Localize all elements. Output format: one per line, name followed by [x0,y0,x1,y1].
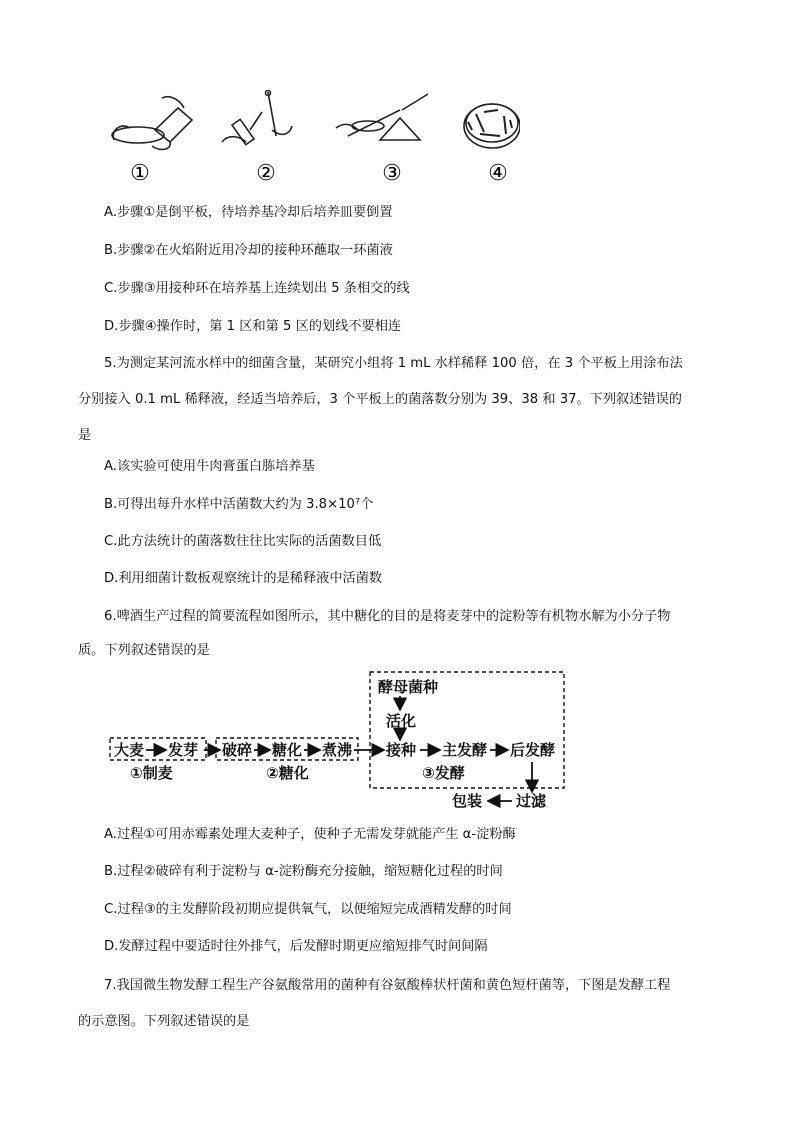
q4-option-b: B.步骤②在火焰附近用冷却的接种环蘸取一环菌液 [104,243,393,258]
q5-option-b: B.可得出每升水样中活菌数大约为 3.8×10⁷个 [104,497,374,512]
stage-3-label: ③发酵 [422,764,465,782]
saccharify-node: 糖化 [272,741,303,759]
crushing-node: 破碎 [222,741,253,759]
q6-option-a: A.过程①可用赤霉素处理大麦种子，使种子无需发芽就能产生 α-淀粉酶 [104,827,516,842]
q5-option-a: A.该实验可使用牛肉膏蛋白胨培养基 [104,459,315,474]
q5-stem-line-3: 是 [78,428,92,443]
barley-node: 大麦 [114,741,145,759]
pouring-plate-icon [112,97,192,150]
q4-option-c: C.步骤③用接种环在培养基上连续划出 5 条相交的线 [104,281,410,296]
inoculation-node: 接种 [386,741,417,759]
q7-stem-line-2: 的示意图。下列叙述错误的是 [78,1014,250,1029]
q6-stem-line-1: 6.啤酒生产过程的简要流程如图所示，其中糖化的目的是将麦芽中的淀粉等有机物水解为小分子物 [104,609,671,624]
q5-stem-line-1: 5.为测定某河流水样中的细菌含量，某研究小组将 1 mL 水样稀释 100 倍，在 3 个平板上用涂布法 [104,356,683,371]
streak-plate-steps-illustration [100,90,520,190]
germination-node: 发芽 [168,741,199,759]
step-2-label: ② [256,161,276,186]
packaging-node: 包装 [452,792,483,810]
step-4-label: ④ [488,161,508,186]
stage-2-label: ②糖化 [266,764,309,782]
yeast-strain-node: 酵母菌种 [378,678,439,696]
beer-production-flowchart [108,668,578,818]
boiling-node: 煮沸 [322,741,353,759]
streaking-plate-icon [336,94,428,140]
step-1-label: ① [130,161,150,186]
q4-option-d: D.步骤④操作时，第 1 区和第 5 区的划线不要相连 [104,319,402,334]
q6-option-c: C.过程③的主发酵阶段初期应提供氧气，以便缩短完成酒精发酵的时间 [104,902,512,917]
q5-option-d: D.利用细菌计数板观察统计的是稀释液中活菌数 [104,571,383,586]
filtration-node: 过滤 [516,792,547,810]
inoculating-loop-tube-icon [222,91,292,145]
post-fermentation-node: 后发酵 [510,741,556,759]
q6-option-d: D.发酵过程中要适时往外排气，后发酵时期更应缩短排气时间间隔 [104,939,488,954]
q7-stem-line-1: 7.我国微生物发酵工程生产谷氨酸常用的菌种有谷氨酸棒状杆菌和黄色短杆菌等，下图是发酵工程 [104,978,671,993]
streaked-petri-dish-icon [464,104,520,148]
stage-1-label: ①制麦 [130,764,173,782]
q6-stem-line-2: 质。下列叙述错误的是 [78,643,210,658]
q5-stem-line-2: 分别接入 0.1 mL 稀释液，经适当培养后，3 个平板上的菌落数分别为 39、38 和 37。下列叙述错误的 [78,392,682,407]
q4-option-a: A.步骤①是倒平板，待培养基冷却后培养皿要倒置 [104,205,393,220]
q5-option-c: C.此方法统计的菌落数往往比实际的活菌数目低 [104,534,382,549]
q6-option-b: B.过程②破碎有利于淀粉与 α-淀粉酶充分接触，缩短糖化过程的时间 [104,864,503,879]
main-fermentation-node: 主发酵 [442,741,488,759]
step-3-label: ③ [382,161,402,186]
activation-node: 活化 [386,712,417,730]
